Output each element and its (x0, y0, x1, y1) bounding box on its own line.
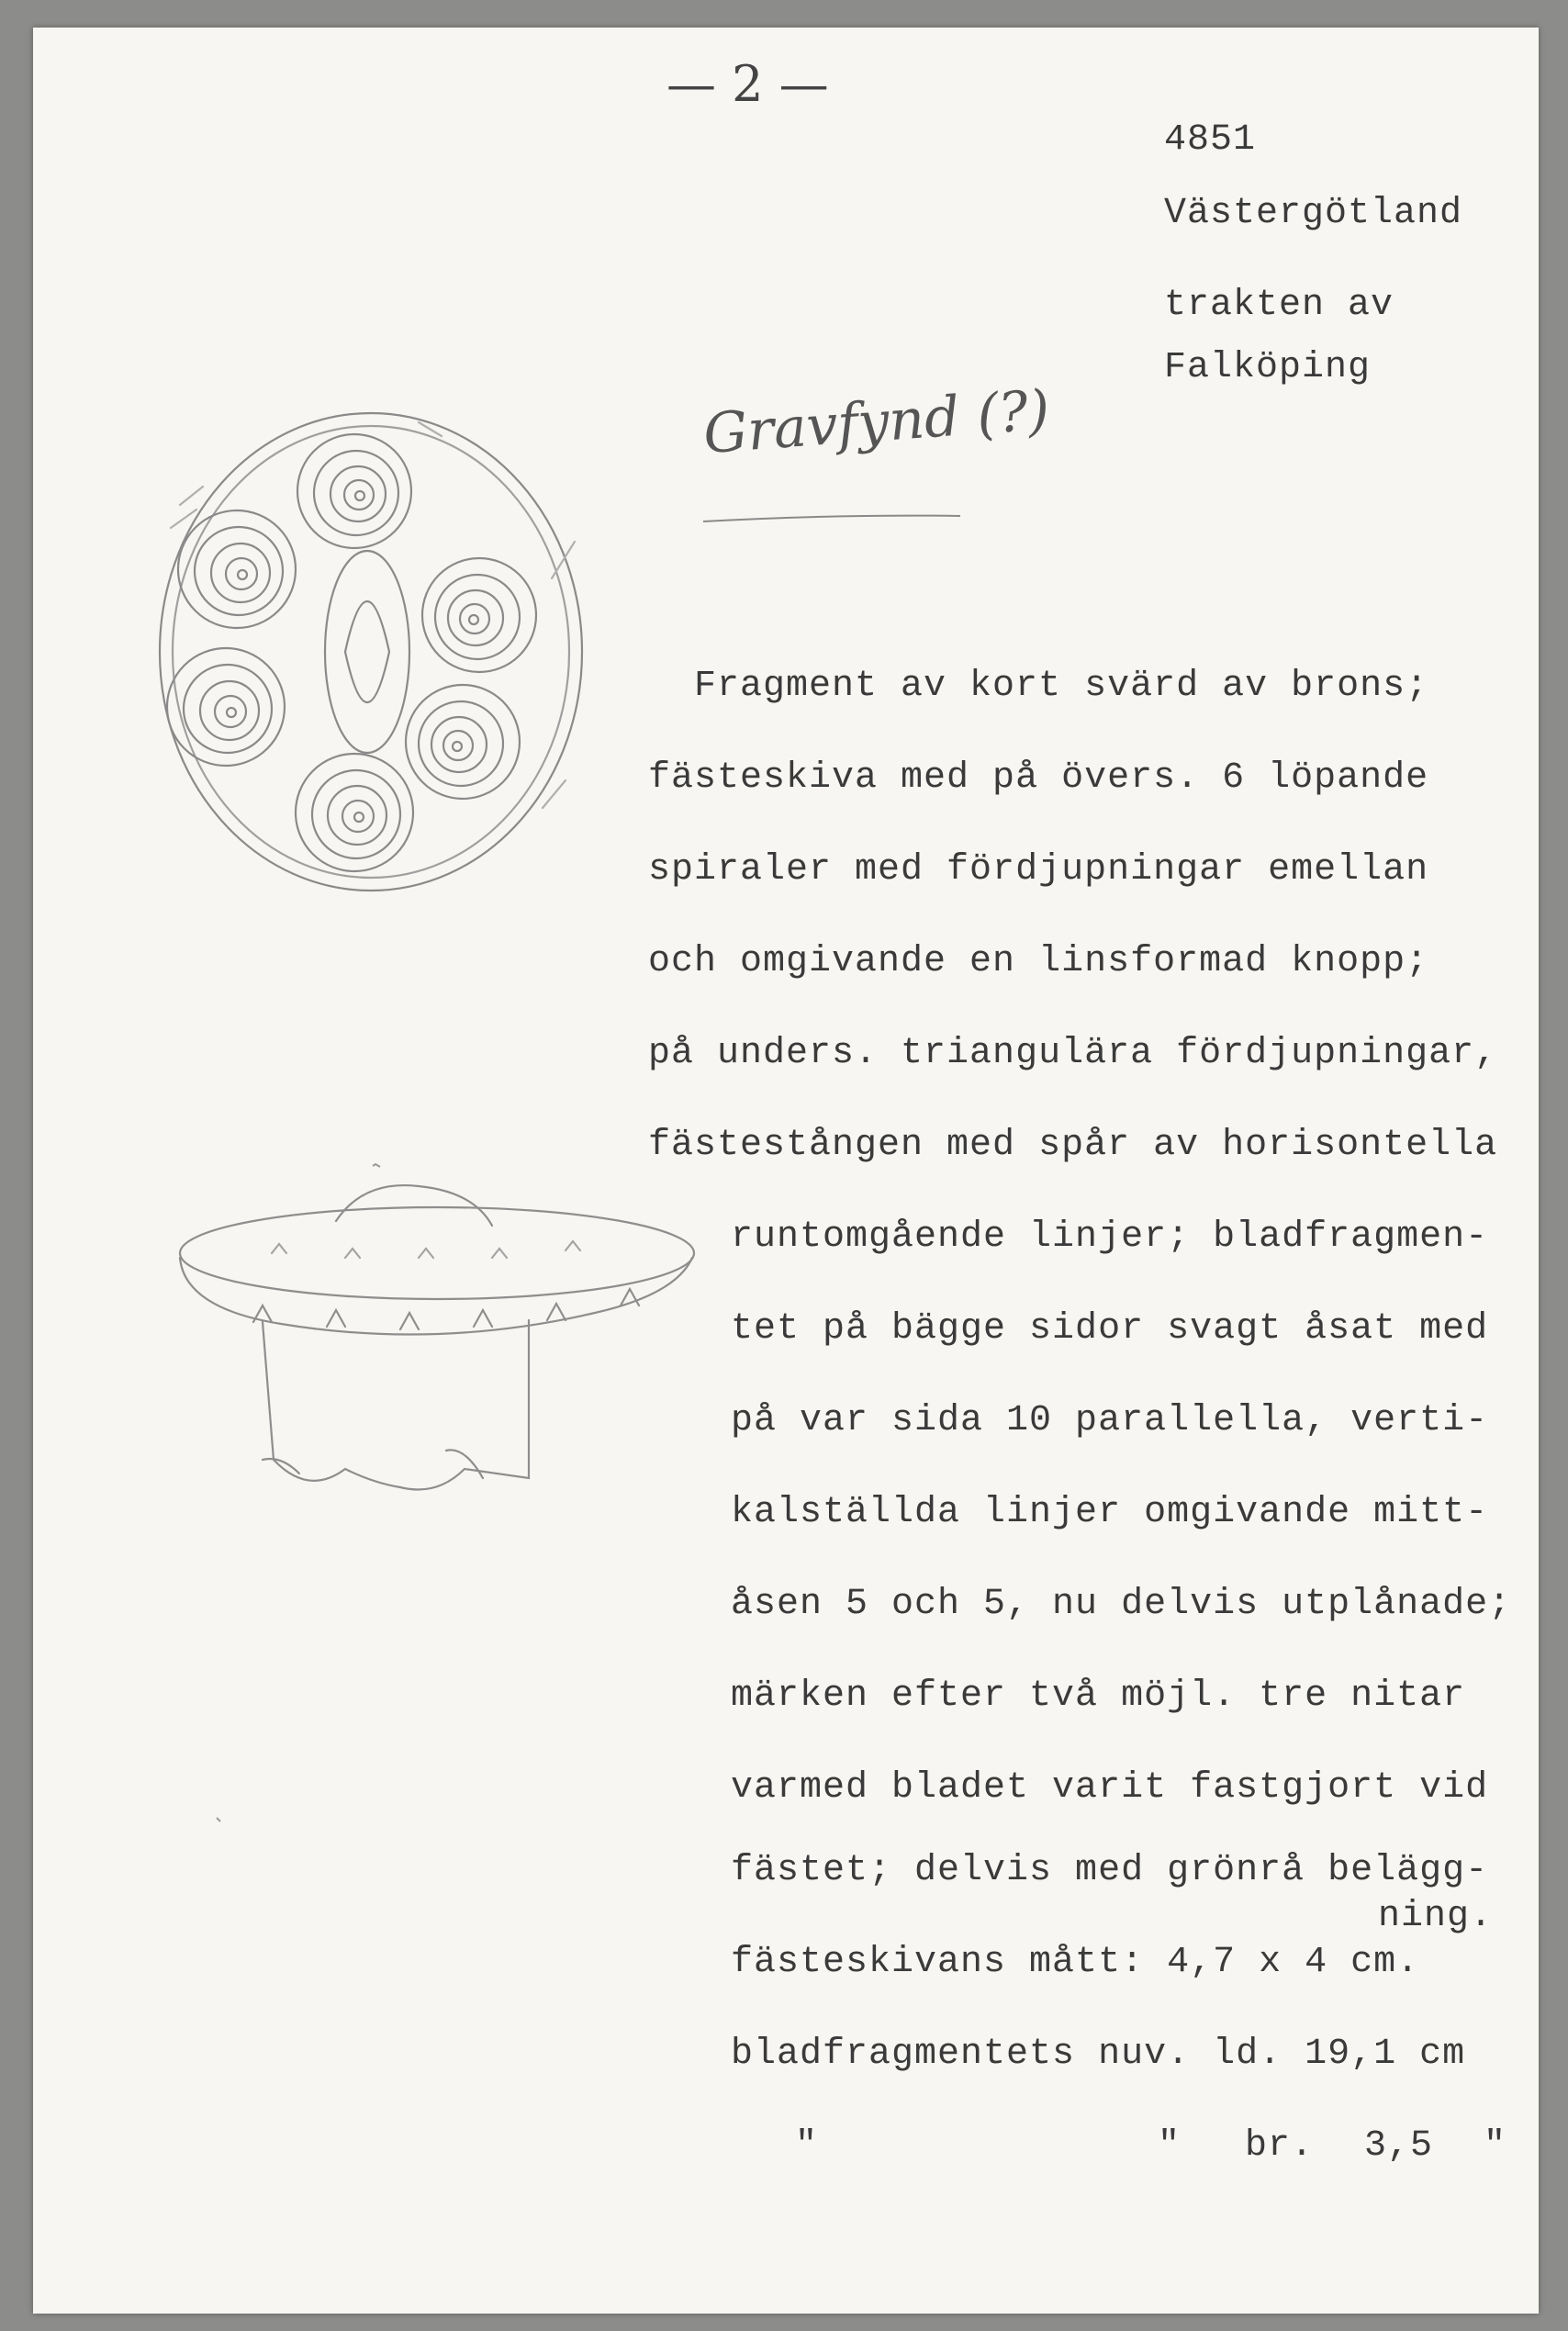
spiral-lower-left (167, 648, 285, 766)
description-line: på var sida 10 parallella, verti- (731, 1400, 1489, 1441)
spiral-top (297, 434, 411, 548)
spiral-bottom (296, 754, 413, 871)
ditto-mark: " (1158, 2125, 1182, 2167)
pommel-top-view-sketch (160, 413, 582, 891)
spiral-lower-right (406, 685, 520, 799)
ditto-mark: " (795, 2125, 819, 2167)
description-line: runtomgående linjer; bladfragmen- (731, 1216, 1489, 1258)
description-line: spiraler med fördjupningar emellan (648, 849, 1429, 891)
hilt-side-view-sketch (180, 1185, 694, 1489)
annotation-underline (703, 516, 960, 521)
description-line: Fragment av kort svärd av brons; (694, 666, 1429, 707)
locality-line2: Falköping (1164, 347, 1372, 388)
ditto-mark: " (1484, 2125, 1507, 2167)
spiral-upper-left (178, 510, 296, 628)
description-line: märken efter två möjl. tre nitar (731, 1675, 1466, 1717)
description-line: kalställda linjer omgivande mitt- (731, 1492, 1489, 1533)
document-sheet (33, 28, 1539, 2314)
description-line: fästestången med spår av horisontella (648, 1125, 1498, 1166)
description-line: bladfragmentets nuv. ld. 19,1 cm (731, 2034, 1466, 2075)
width-label: br. (1245, 2125, 1315, 2167)
description-line: fästet; delvis med grönrå belägg- (731, 1850, 1489, 1891)
description-line: fästeskivans mått: 4,7 x 4 cm. (731, 1942, 1420, 1983)
handwritten-annotation: Gravfynd (?) (701, 377, 1052, 467)
spiral-upper-right (422, 558, 536, 672)
description-line: varmed bladet varit fastgjort vid (731, 1767, 1489, 1809)
pencil-marks (217, 1164, 380, 1821)
description-line: och omgivande en linsformad knopp; (648, 941, 1429, 982)
page-number: — 2 — (666, 55, 829, 113)
width-value: 3,5 (1364, 2125, 1434, 2167)
catalog-number: 4851 (1164, 119, 1257, 161)
region: Västergötland (1164, 193, 1463, 234)
description-line: ning. (1378, 1896, 1494, 1937)
locality-line1: trakten av (1164, 285, 1394, 326)
description-line: fästeskiva med på övers. 6 löpande (648, 757, 1429, 799)
description-line: åsen 5 och 5, nu delvis utplånade; (731, 1584, 1512, 1625)
description-line: tet på bägge sidor svagt åsat med (731, 1308, 1489, 1350)
description-line: på unders. triangulära fördjupningar, (648, 1033, 1498, 1074)
